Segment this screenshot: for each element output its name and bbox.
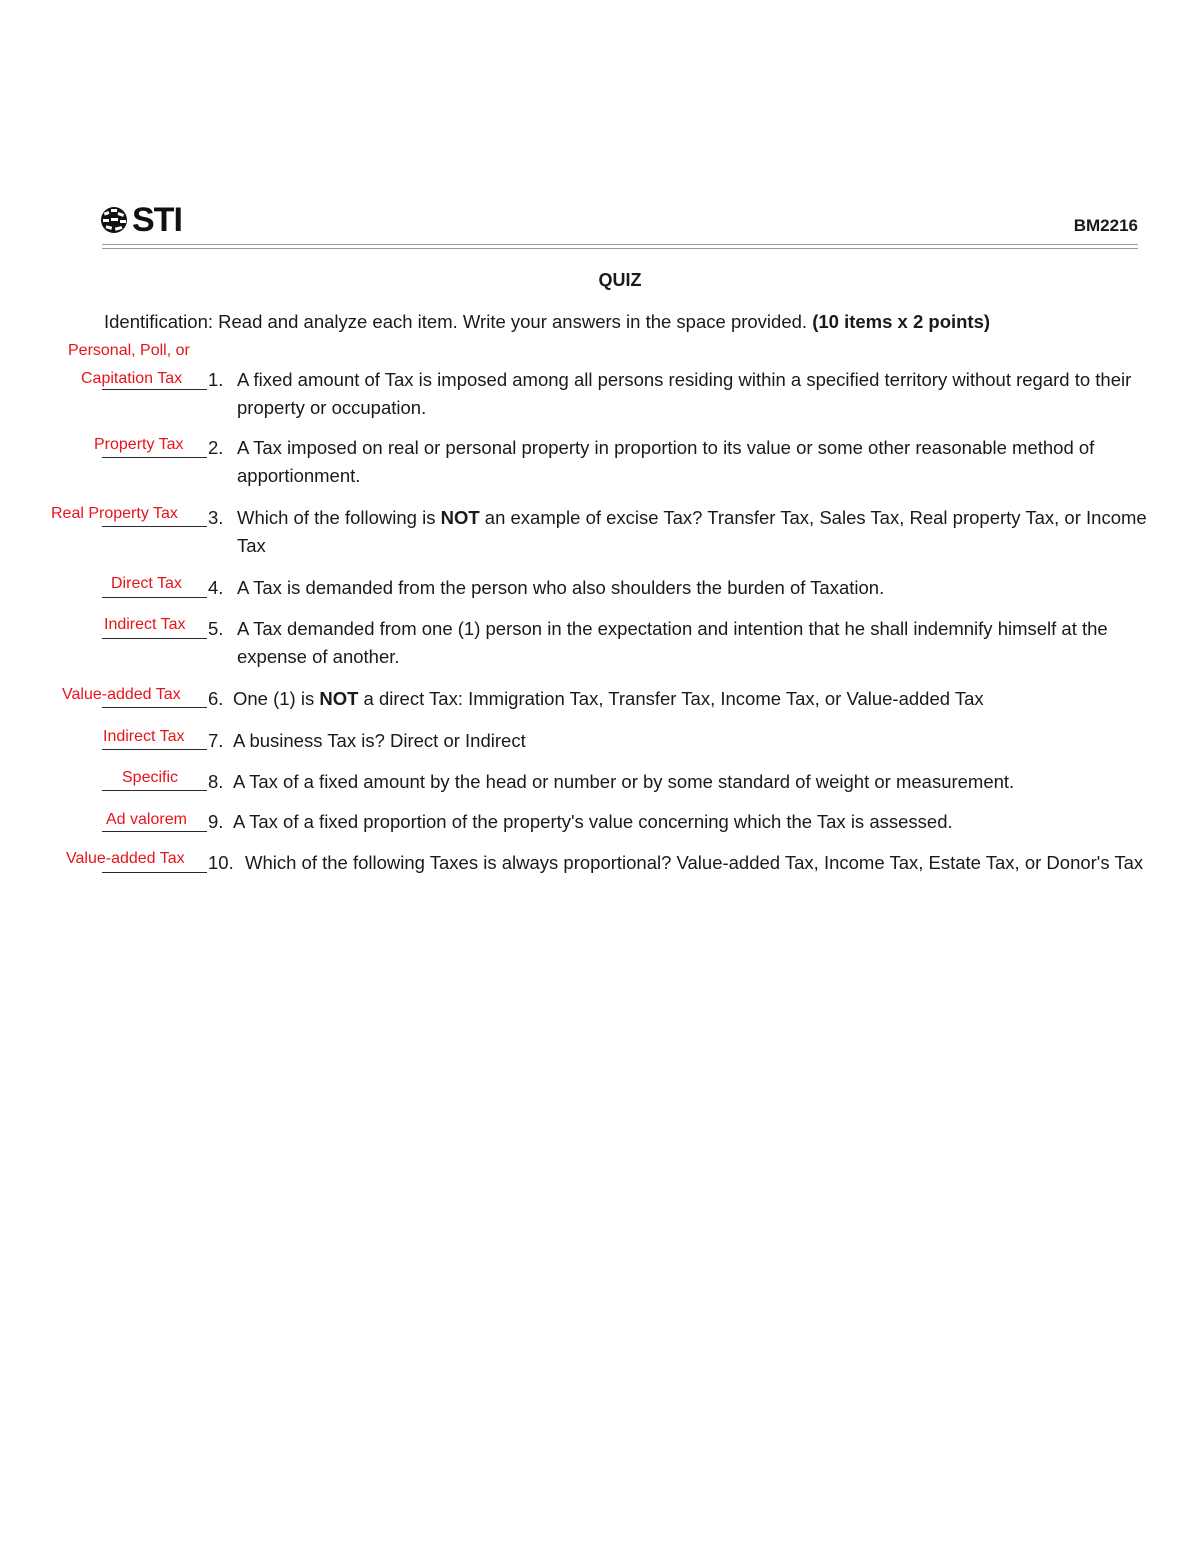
question-text: A business Tax is? Direct or Indirect (233, 730, 526, 751)
sti-logo (100, 200, 182, 240)
answer-blank-5[interactable] (102, 638, 207, 639)
answer-8: Specific (122, 769, 179, 786)
question-number: 8. (208, 771, 224, 792)
question-text-pre: One (1) is (233, 688, 320, 709)
answer-blank-2[interactable] (102, 457, 207, 458)
question-10 (208, 849, 1148, 877)
question-8 (208, 768, 1148, 796)
answer-blank-1[interactable] (102, 389, 207, 390)
question-number: 9. (208, 811, 224, 832)
question-text: A fixed amount of Tax is imposed among all persons residing within a specified territory without regard to their property or occupation. (237, 369, 1132, 418)
question-number: 5. (208, 618, 224, 639)
instructions (104, 311, 990, 333)
question-1 (208, 366, 1148, 422)
question-number: 3. (208, 507, 224, 528)
instructions-text: Identification: Read and analyze each item. Write your answers in the space provided. (104, 311, 813, 332)
answer-blank-7[interactable] (102, 749, 207, 750)
answer-blank-9[interactable] (102, 831, 207, 832)
answer-blank-6[interactable] (102, 707, 207, 708)
answer-2: Property Tax (94, 436, 184, 453)
question-number: 10. (208, 852, 234, 873)
question-text: A Tax of a fixed amount by the head or number or by some standard of weight or measurement. (233, 771, 1015, 792)
question-text (237, 504, 1148, 560)
question-number: 1. (208, 369, 224, 390)
document-code: BM2216 (1073, 216, 1138, 235)
question-text: A Tax is demanded from the person who also shoulders the burden of Taxation. (237, 577, 885, 598)
answer-blank-3[interactable] (102, 526, 207, 527)
question-text: Which of the following Taxes is always proportional? Value-added Tax, Income Tax, Estate Tax, or Donor's Tax (245, 852, 1144, 873)
question-text-pre: Which of the following is (237, 507, 441, 528)
question-7 (208, 727, 1148, 755)
answer-blank-10[interactable] (102, 872, 207, 873)
question-text-emphasis: NOT (319, 688, 359, 709)
question-number: 7. (208, 730, 224, 751)
answer-4: Direct Tax (111, 575, 182, 592)
header-divider (102, 244, 1138, 249)
question-text (233, 685, 1148, 713)
sti-globe-icon (100, 203, 130, 237)
question-9 (208, 808, 1148, 836)
answer-blank-4[interactable] (102, 597, 207, 598)
answer-7: Indirect Tax (103, 728, 185, 745)
question-6 (208, 685, 1148, 713)
question-text: A Tax of a fixed proportion of the property's value concerning which the Tax is assessed. (233, 811, 953, 832)
answer-1-line2: Capitation Tax (81, 370, 183, 387)
question-number: 6. (208, 688, 224, 709)
question-text-post: an example of excise Tax? Transfer Tax, Sales Tax, Real property Tax, or Income Tax (237, 507, 1147, 556)
question-2 (208, 434, 1148, 490)
answer-1-line1: Personal, Poll, or (68, 342, 190, 359)
question-text-emphasis: NOT (440, 507, 480, 528)
question-text: A Tax imposed on real or personal property in proportion to its value or some other reasonable method of apportionment. (237, 437, 1095, 486)
question-text-post: a direct Tax: Immigration Tax, Transfer Tax, Income Tax, or Value-added Tax (358, 688, 984, 709)
answer-6: Value-added Tax (62, 686, 181, 703)
answer-5: Indirect Tax (104, 616, 186, 633)
answer-3: Real Property Tax (51, 505, 178, 522)
question-text: A Tax demanded from one (1) person in the expectation and intention that he shall indemnify himself at the expense of another. (237, 618, 1108, 667)
answer-blank-8[interactable] (102, 790, 207, 791)
question-4 (208, 574, 1148, 602)
question-5 (208, 615, 1148, 671)
answer-9: Ad valorem (106, 811, 187, 828)
page-title: QUIZ (598, 270, 642, 290)
question-3 (208, 504, 1148, 560)
logo-text: STI (132, 201, 182, 239)
question-number: 2. (208, 437, 224, 458)
question-number: 4. (208, 577, 224, 598)
answer-10: Value-added Tax (66, 850, 185, 867)
instructions-points: (10 items x 2 points) (812, 311, 991, 332)
